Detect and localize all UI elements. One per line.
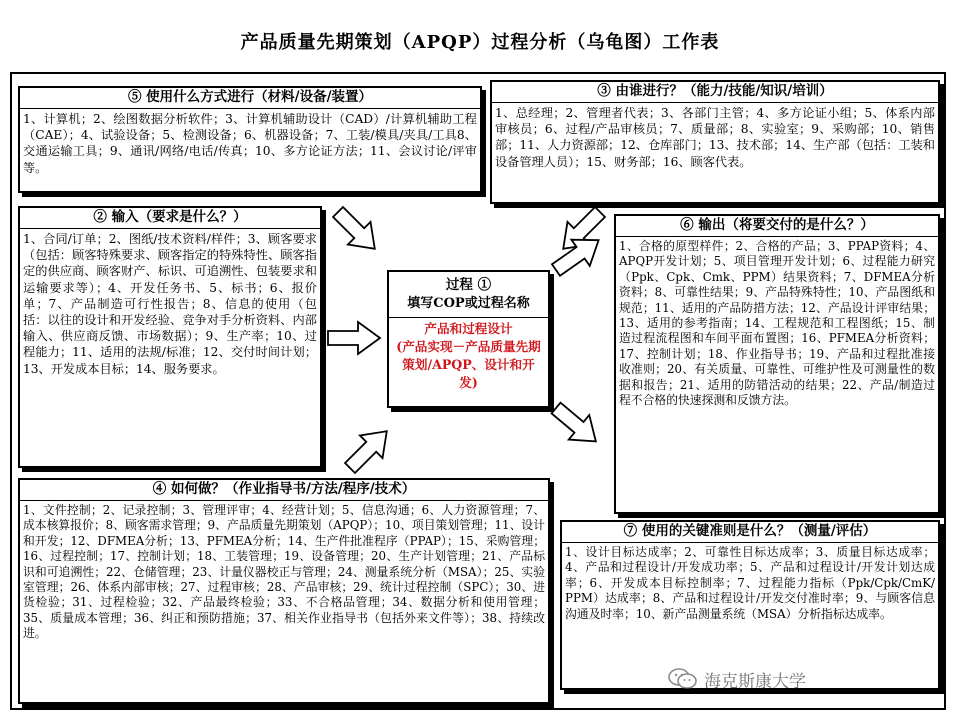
watermark-text: 海克斯康大学	[704, 671, 806, 692]
output-header: ⑥ 输出（将要交付的是什么？）	[616, 216, 938, 237]
output-body: 1、合格的原型样件；2、合格的产品；3、PPAP资料；4、APQP开发计划；5、项目管理开发计划；6、过程能力研究（Ppk、Cpk、Cmk、PPM）结果资料；7、DFMEA分析资料；8、可靠性结果；9、产品特殊特性；10、产品图纸和规范；11、适用的产品防措方法；12、产品设计评审结果；13、适用的参考指南；14、工程规范和工程图纸；15、制造过程流程图和车间平面布置图；16、PFMEA分析资料；17、控制计划；18、作业指导书；19、产品和过程批准接收准则；20、有关质量、可靠性、可维护性及可测量性的数据和报告；21、适用的防错活动的结果；22、产品/制造过程不合格的快速探测和反馈方法。	[619, 239, 935, 408]
who-body: 1、总经理；2、管理者代表；3、各部门主管；4、多方论证小组；5、体系内部审核员；6、过程/产品审核员；7、质量部；8、实验室；9、采购部；10、销售部；11、人力资源部；12、仓库部门；13、技术部；14、生产部（包括：工装和设备管理人员）；15、财务部；16、顾客代表。	[495, 106, 935, 169]
process-subtitle: 填写COP或过程名称	[407, 296, 530, 311]
watermark	[668, 665, 940, 693]
process-title: 过程 ①	[445, 277, 492, 293]
process-detail: (产品实现－产品质量先期策划/APQP、设计和开发)	[396, 339, 541, 390]
how-header: ④ 如何做？（作业指导书/方法/程序/技术）	[20, 480, 548, 501]
arrow-methods-to-process	[327, 201, 386, 260]
how-body: 1、文件控制；2、记录控制；3、管理评审；4、经营计划；5、信息沟通；6、人力资源管理；7、成本核算报价；8、顾客需求管理；9、产品质量先期策划（APQP）；10、项目策划管理；11、设计和开发；12、DFMEA分析；13、PFMEA分析；14、生产件批准程序（PPAP）；15、采购管理；16、过程控制；17、控制计划；18、工装管理；19、设备管理；20、生产计划管理；21、产品标识和可追溯性；22、仓储管理；23、计量仪器校正与管理；24、测量系统分析（MSA）；25、实验室管理；26、体系内部审核；27、过程审核；28、产品审核；29、统计过程控制（SPC）；30、进货检验；31、过程检验；32、产品最终检验；33、不合格品管理；34、数据分析和使用管理；35、质量成本管理；36、纠正和预防措施；37、相关作业指导书（包括外来文件等）；38、持续改进。	[23, 503, 545, 641]
methods-header: ⑤ 使用什么方式进行（材料/设备/装置）	[20, 88, 480, 109]
input-header: ② 输入（要求是什么？）	[20, 208, 320, 229]
who-header: ③ 由谁进行？（能力/技能/知识/培训）	[492, 82, 938, 103]
criteria-body: 1、设计目标达成率；2、可靠性目标达成率；3、质量目标达成率；4、产品和过程设计/开发成功率；5、产品和过程设计/开发计划达成率；6、开发成本目标控制率；7、过程能力指标（Ppk/Cpk/CmK/ PPM）达成率；8、产品和过程设计/开发交付准时率；9、与顾客信息沟通及时率；10、新产品测量系统（MSA）分析指标达成率。	[565, 545, 935, 621]
methods-body: 1、计算机；2、绘图数据分析软件；3、计算机辅助设计（CAD）/计算机辅助工程（CAE）；4、试验设备；5、检测设备；6、机器设备；7、工装/模具/夹具/工具8、交通运输工具；9、通讯/网络/电话/传真；10、多方论证方法；11、会议讨论/评审等。	[23, 112, 477, 175]
arrow-process-to-criteria	[546, 396, 606, 454]
criteria-header: ⑦ 使用的关键准则是什么？（测量/评估）	[562, 522, 938, 543]
arrow-input-to-process	[328, 322, 380, 354]
page-title: 产品质量先期策划（APQP）过程分析（乌龟图）工作表	[240, 32, 720, 53]
wechat-icon	[668, 667, 698, 691]
process-name: 产品和过程设计	[424, 321, 513, 336]
arrow-how-to-process	[339, 420, 398, 479]
input-body: 1、合同/订单；2、图纸/技术资料/样件；3、顾客要求（包括：顾客特殊要求、顾客指定的特殊特性、顾客指定的供应商、顾客财产、标识、可追溯性、包装要求和运输要求等）；4、开发任务书、5、标书；6、报价单；7、产品制造可行性报告；8、信息的使用（包括：以往的设计和开发经验、竞争对手分析资料、内部输入、供应商反馈、市场数据）；9、生产率；10、过程能力；11、适用的法规/标准；12、交付时间计划；13、开发成本目标；14、服务要求。	[23, 232, 317, 376]
